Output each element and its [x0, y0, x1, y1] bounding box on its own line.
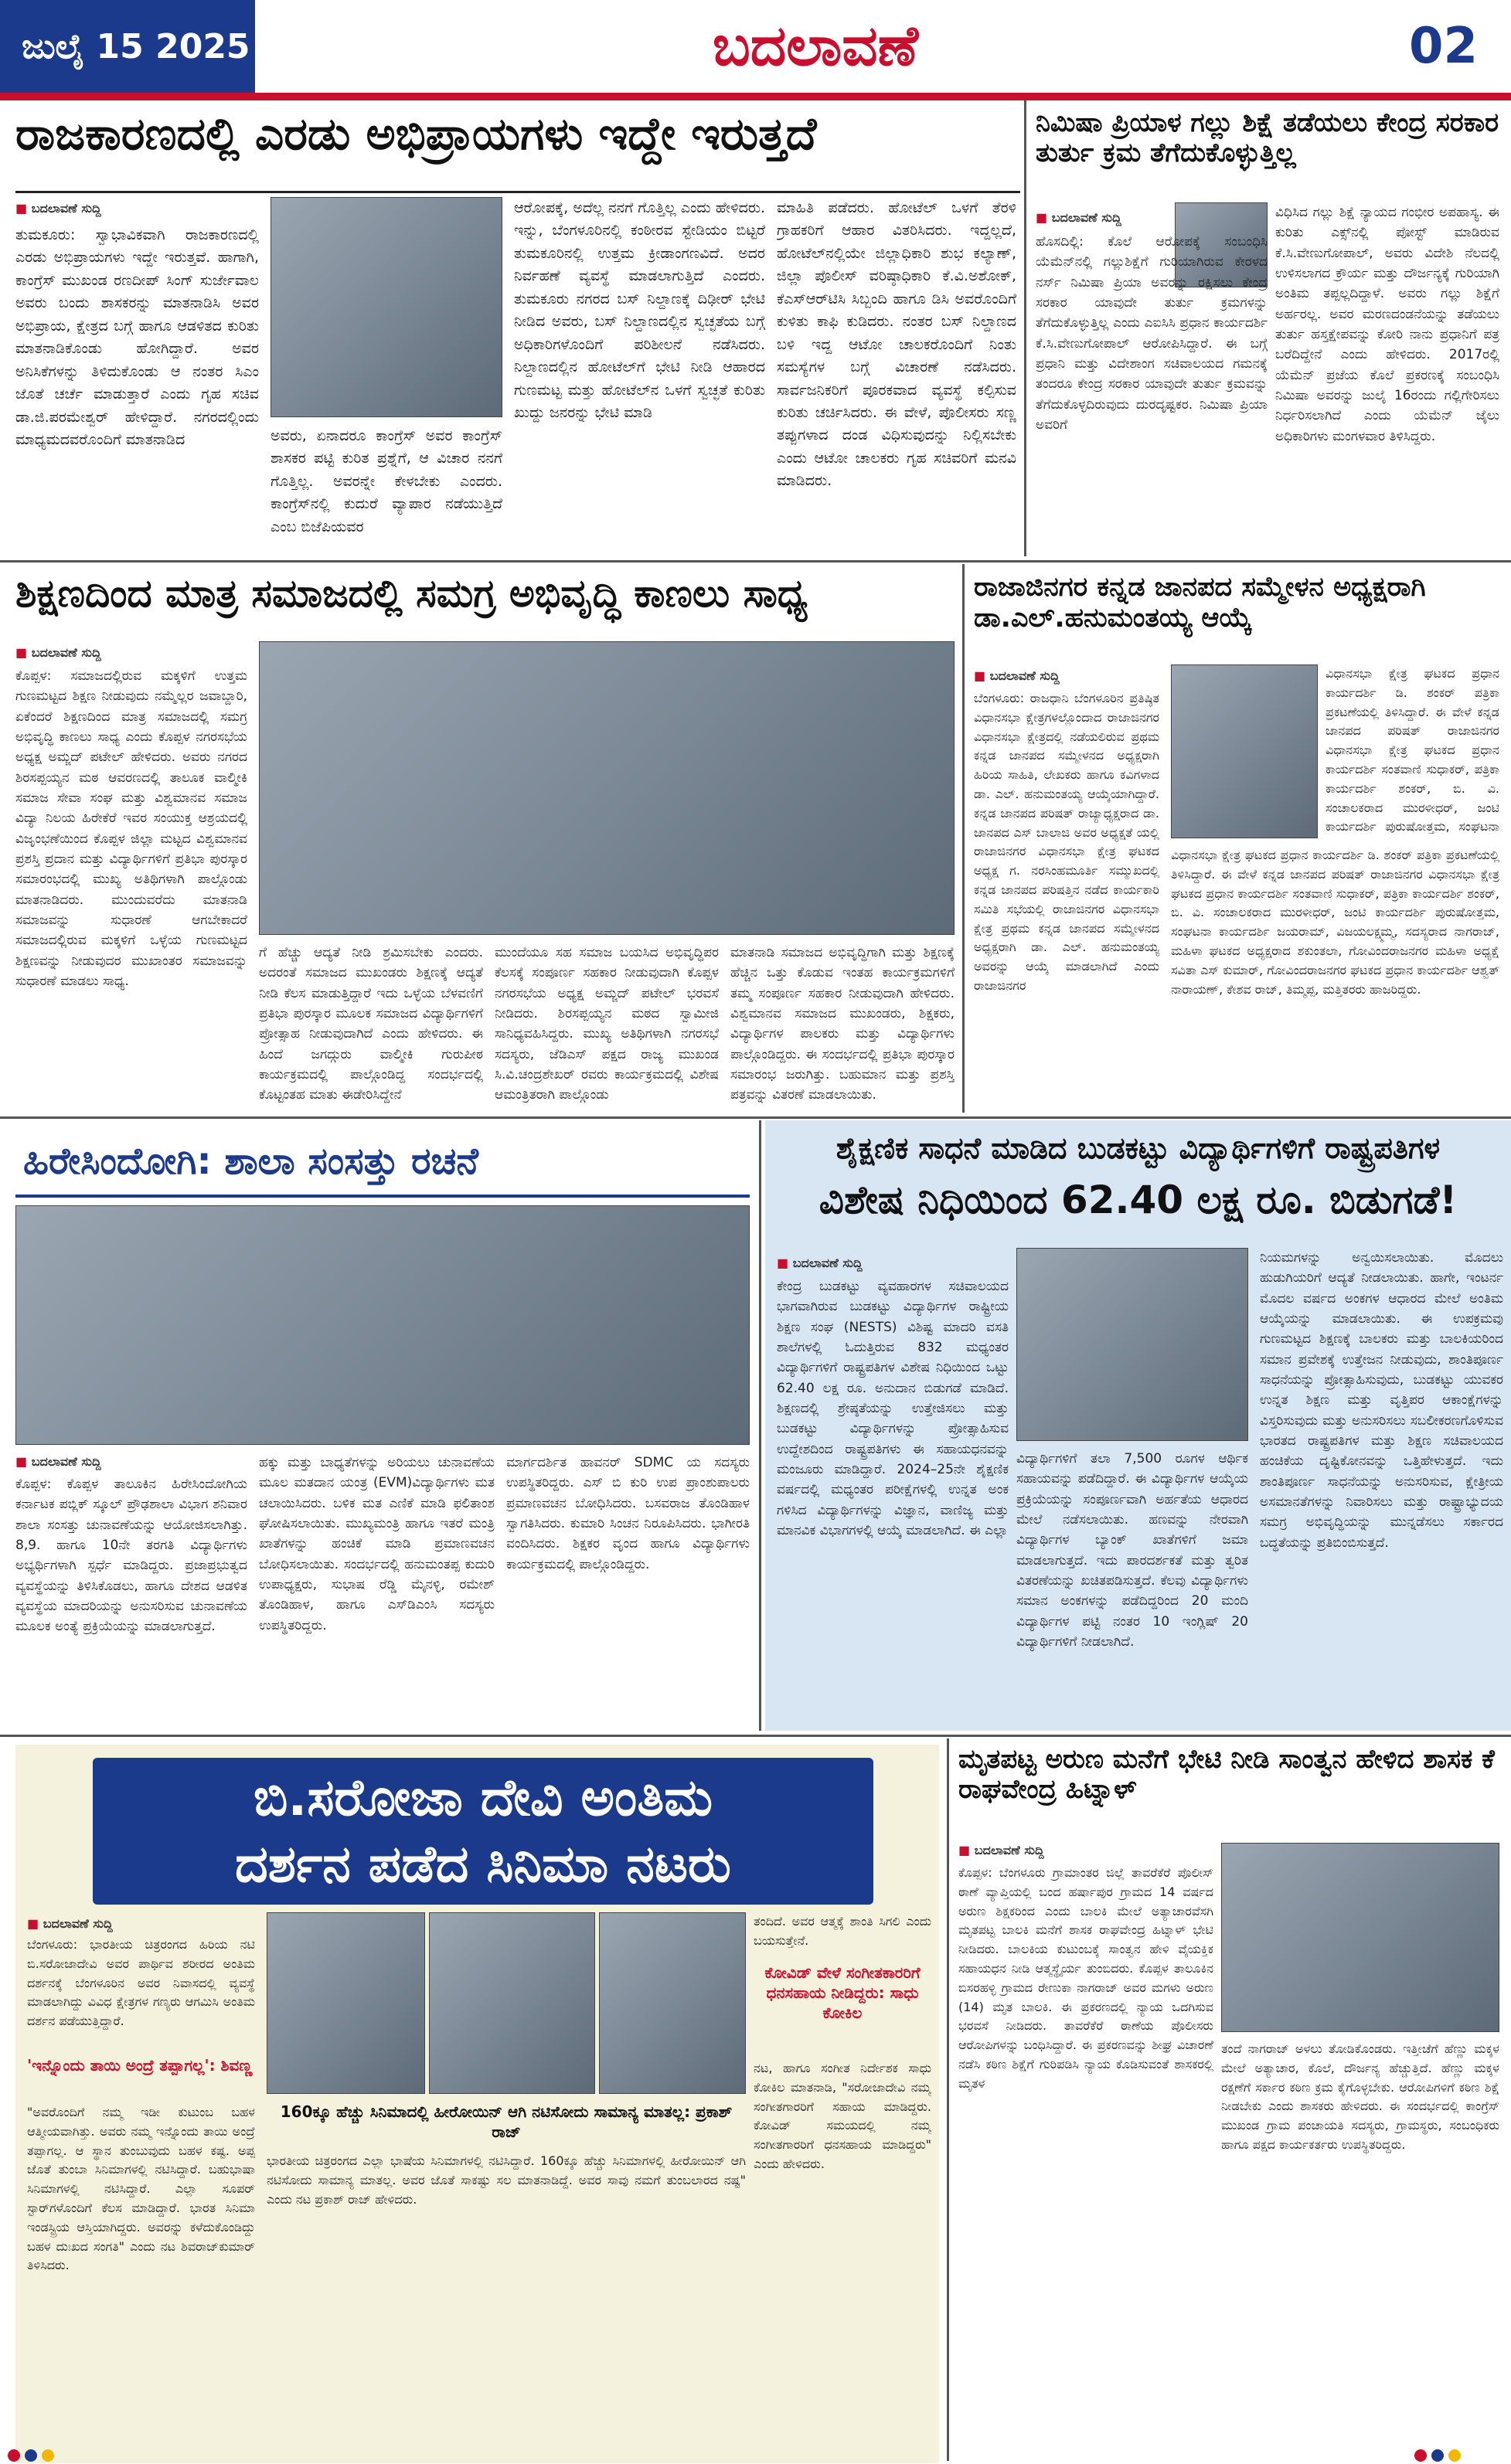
page-number: 02 — [1408, 18, 1479, 75]
article-7-subhead-2: ಕೋವಿಡ್ ವೇಳೆ ಸಂಗೀತಕಾರರಿಗೆ ಧನಸಹಾಯ ನೀಡಿದ್ದರು: ಸಾಧು ಕೋಕಿಲ — [764, 1963, 921, 2022]
article-1-col-4: ಮಾಹಿತಿ ಪಡೆದರು. ಹೋಟೆಲ್ ಒಳಗೆ ತೆರಳಿ ಗ್ರಾಹಕರಿಗೆ ಆಹಾರ ವಿತರಿಸಿದರು. ಇದ್ದಲ್ಲದೆ, ಹೋಟೆಲ್‌ನಲ್ಲಿಯೇ ಜಿಲ್ಲಾಧಿಕಾರಿ ಶುಭ ಕಲ್ಯಾಣ್, ಜಿಲ್ಲಾ ಪೊಲೀಸ್ ವರಿಷ್ಠಾಧಿಕಾರಿ ಕೆ.ವಿ.ಅಶೋಕ್, ಕೆಎಸ್‌ಆರ್‌ಟಿಸಿ ಸಿಬ್ಬಂದಿ ಹಾಗೂ ಡಿಸಿ ಅವರೊಂದಿಗೆ ಕುಳಿತು ಕಾಫಿ ಕುಡಿದರು. ನಂತರ ಬಸ್ ನಿಲ್ದಾಣದ ಬಳಿ ಇದ್ದ ಆಟೋ ಚಾಲಕರೊಂದಿಗೆ ನಿಂತು ಸಮಸ್ಯೆಗಳ ಬಗ್ಗೆ ವಿಚಾರಣೆ ನಡೆಸಿದರು. ಸಾರ್ವಜನಿಕರಿಗೆ ಪೂರಕವಾದ ವ್ಯವಸ್ಥೆ ಕಲ್ಪಿಸುವ ಕುರಿತು ಚರ್ಚಿಸಿದರು. ಈ ವೇಳೆ, ಪೊಲೀಸರು ಸಣ್ಣ ತಪ್ಪುಗಳಾದ ದಂಡ ವಿಧಿಸುವುದನ್ನು ನಿಲ್ಲಿಸಬೇಕು ಎಂದು ಆಟೋ ಚಾಲಕರು ಗೃಹ ಸಚಿವರಿಗೆ ಮನವಿ ಮಾಡಿದರು. — [777, 199, 1016, 490]
article-4-col-1: ಬೆಂಗಳೂರು: ರಾಜಧಾನಿ ಬೆಂಗಳೂರಿನ ಪ್ರತಿಷ್ಠಿತ ವಿಧಾನಸಭಾ ಕ್ಷೇತ್ರಗಳಲ್ಲೊಂದಾದ ರಾಜಾಜಿನಗರ ವಿಧಾನಸಭಾ ಕ್ಷೇತ್ರದಲ್ಲಿ ನಡೆಯಲಿರುವ ಪ್ರಥಮ ಕನ್ನಡ ಜಾನಪದ ಸಮ್ಮೇಳನದ ಅಧ್ಯಕ್ಷರಾಗಿ ಹಿರಿಯ ಸಾಹಿತಿ, ಲೇಖಕರು ಹಾಗೂ ಕವಿಗಳಾದ ಡಾ. ಎಲ್. ಹನುಮಂತಯ್ಯ ಆಯ್ಕೆಯಾಗಿದ್ದಾರೆ. ಕನ್ನಡ ಜಾನಪದ ಪರಿಷತ್ ರಾಜ್ಯಾಧ್ಯಕ್ಷರಾದ ಡಾ. ಜಾನಪದ ಎಸ್ ಬಾಲಾಜಿ ಅವರ ಅಧ್ಯಕ್ಷತೆ ಯಲ್ಲಿ ರಾಜಾಜಿನಗರ ವಿಧಾನಸಭಾ ಕ್ಷೇತ್ರ ಘಟಕದ ಅಧ್ಯಕ್ಷ ಗ. ನರಸಿಂಹಮೂರ್ತಿ ಸಮ್ಮುಖದಲ್ಲಿ ಕನ್ನಡ ಜಾನಪದ ಪರಿಷತ್ತಿನ ನಡೆದ ಕಾರ್ಯಕಾರಿ ಸಮಿತಿ ಸಭೆಯಲ್ಲಿ ರಾಜಾಜಿನಗರ ವಿಧಾನಸಭಾ ಕ್ಷೇತ್ರ ಪ್ರಥಮ ಕನ್ನಡ ಜಾನಪದ ಸಮ್ಮೇಳನದ ಅಧ್ಯಕ್ಷರಾಗಿ ಡಾ. ಎಲ್. ಹನುಮಂತಯ್ಯ ಅವರನ್ನು ಆಯ್ಕೆ ಮಾಡಲಾಗಿದೆ ಎಂದು ರಾಜಾಜಿನಗರ — [974, 691, 1159, 993]
footer-dot — [42, 2449, 54, 2462]
article-5-byline: ■ ಬದಲಾವಣೆ ಸುದ್ದಿ — [15, 1454, 101, 1470]
article-3-col-2: ಗೆ ಹೆಚ್ಚು ಆದ್ಯತೆ ನೀಡಿ ಶ್ರಮಿಸಬೇಕು ಎಂದರು. ಅದರಂತೆ ಸಮಾಜದ ಮುಖಂಡರು ಶಿಕ್ಷಣಕ್ಕೆ ಆದ್ಯತೆ ನೀಡಿ ಕೆಲಸ ಮಾಡುತ್ತಿದ್ದಾರೆ ಇದು ಒಳ್ಳೆಯ ಬೆಳವಣಿಗೆ ಪ್ರತಿಭಾ ಪುರಸ್ಕಾರ ಮೂಲಕ ಸಮಾಜದ ವಿದ್ಯಾರ್ಥಿಗಳಿಗೆ ಪ್ರೋತ್ಸಾಹ ನೀಡುವುದಾಗಿದೆ ಎಂದು ಹೇಳಿದರು. ಈ ಹಿಂದೆ ಜಗದ್ಗುರು ವಾಲ್ಮೀಕಿ ಗುರುಪೀಠ ಕಾರ್ಯಕ್ರಮದಲ್ಲಿ ಪಾಲ್ಗೊಂಡಿದ್ದ ಸಂದರ್ಭದಲ್ಲಿ ಕೊಟ್ಟಂತಹ ಮಾತು ಈಡೇರಿಸಿದ್ದೇನೆ — [259, 945, 483, 1103]
article-5-col-3: ಮಾರ್ಗದರ್ಶಿತ ಹಾವನರ್ SDMC ಯ ಸದಸ್ಯರು ಉಪಸ್ಥಿತರಿದ್ದರು. ಎಸ್ ಬಿ ಕುರಿ ಉಪ ಪ್ರಾಂಶುಪಾಲರು ಪ್ರಮಾಣವಚನ ಬೋಧಿಸಿದರು. ಬಸವರಾಜ ತೊಂಡಿಹಾಳ ಸ್ವಾಗತಿಸಿದರು. ಕುಮಾರಿ ಸಿಂಚನ ನಿರೂಪಿಸಿದರು. ಭಾಗೀರತಿ ವಂದಿಸಿದರು. ಶಿಕ್ಷಕರ ವೃಂದ ಹಾಗೂ ವಿದ್ಯಾರ್ಥಿಗಳು ಕಾರ್ಯಕ್ರಮದಲ್ಲಿ ಪಾಲ್ಗೊಂಡಿದ್ದರು. — [506, 1455, 750, 1572]
article-4-headline: ರಾಜಾಜಿನಗರ ಕನ್ನಡ ಜಾನಪದ ಸಮ್ಮೇಳನ ಅಧ್ಯಕ್ಷರಾಗಿ ಡಾ.ಎಲ್.ಹನುಮಂತಯ್ಯ ಆಯ್ಕೆ — [974, 572, 1426, 634]
article-7-subhead-3: 160ಕ್ಕೂ ಹೆಚ್ಚು ಸಿನಿಮಾದಲ್ಲಿ ಹೀರೋಯಿನ್ ಆಗಿ ನಟಿಸೋದು ಸಾಮಾನ್ಯ ಮಾತಲ್ಲ: ಪ್ರಕಾಶ್ ರಾಜ್ — [280, 2102, 733, 2141]
article-6-headline-line-2: ವಿಶೇಷ ನಿಧಿಯಿಂದ 62.40 ಲಕ್ಷ ರೂ. ಬಿಡುಗಡೆ! — [818, 1178, 1458, 1222]
article-7-banner-line-2: ದರ್ಶನ ಪಡೆದ ಸಿನಿಮಾ ನಟರು — [235, 1834, 731, 1894]
article-4-col-2a: ವಿಧಾನಸಭಾ ಕ್ಷೇತ್ರ ಘಟಕದ ಪ್ರಧಾನ ಕಾರ್ಯದರ್ಶಿ ಡಿ. ಶಂಕರ್ ಪತ್ರಿಕಾ ಪ್ರಕಟಣೆಯಲ್ಲಿ ತಿಳಿಸಿದ್ದಾರೆ. ಈ ವೇಳೆ ಕನ್ನಡ ಜಾನಪದ ಪರಿಷತ್ ರಾಜಾಜಿನಗರ ವಿಧಾನಸಭಾ ಕ್ಷೇತ್ರ ಘಟಕದ ಪ್ರಧಾನ ಕಾರ್ಯದರ್ಶಿ ಸಂತವಾಣಿ ಸುಧಾಕರ್, ಪತ್ರಿಕಾ ಕಾರ್ಯದರ್ಶಿ ಶಂಕರ್, ಬಿ. ವಿ. ಸಂಚಾಲಕರಾದ ಮುರಳೀಧರ್, ಜಂಟಿ ಕಾರ್ಯದರ್ಶಿ ಪುರುಷೋತ್ತಮ, ಸಂಘಟನಾ — [1326, 666, 1499, 834]
section-divider — [0, 1735, 1511, 1737]
article-8-headline: ಮೃತಪಟ್ಟ ಅರುಣ ಮನೆಗೆ ಭೇಟಿ ನೀಡಿ ಸಾಂತ್ವನ ಹೇಳಿದ ಶಾಸಕ ಕೆ ರಾಘವೇಂದ್ರ ಹಿಟ್ನಾಳ್ — [958, 1744, 1495, 1806]
article-8-col-1: ಕೊಪ್ಪಳ: ಬೆಂಗಳೂರು ಗ್ರಾಮಾಂತರ ಜಿಲ್ಲೆ ತಾವರೆಕೆರೆ ಪೊಲೀಸ್ ಠಾಣೆ ವ್ಯಾಪ್ತಿಯಲ್ಲಿ ಬಂದ ಹರ್ಷಾಪುರ ಗ್ರಾಮದ 14 ವರ್ಷದ ಅರುಣ ಶಿಕ್ಷಕರಿಂದ ಎಂದು ಬಾಲಕಿ ಮೇಲೆ ಅತ್ಯಾಚಾರವೆಸಗಿ ಮೃತಪಟ್ಟ ಬಾಲಕಿ ಮನೆಗೆ ಶಾಸಕ ರಾಘವೇಂದ್ರ ಹಿಟ್ನಾಳ್ ಭೇಟಿ ನೀಡಿದರು. ಬಾಲಕಿಯ ಕುಟುಂಬಕ್ಕೆ ಸಾಂತ್ವನ ಹೇಳಿ ವೈಯಕ್ತಿಕ ಸಹಾಯಧನ ನೀಡಿ ಆತ್ಮಸ್ಥೈರ್ಯ ತುಂಬಿದರು. ಕೊಪ್ಪಳ ತಾಲೂಕಿನ ಬಿಸರಹಳ್ಳಿ ಗ್ರಾಮದ ರೇಣುಕಾ ನಾಗರಾಜ್ ಅವರ ಮಗಳು ಅರುಣ (14) ಮೃತ ಬಾಲಕಿ. ಈ ಪ್ರಕರಣದಲ್ಲಿ ನ್ಯಾಯ ಒದಗಿಸುವ ಭರವಸೆ ನೀಡಿದರು. ತಾವರೆಕೆರೆ ಠಾಣೆಯ ಪೊಲೀಸರು ಆರೋಪಿಗಳನ್ನು ಬಂಧಿಸಿದ್ದಾರೆ. ಈ ಪ್ರಕರಣವನ್ನು ಶೀಘ್ರ ವಿಚಾರಣೆ ನಡೆಸಿ ಕಠಿಣ ಶಿಕ್ಷೆಗೆ ಗುರಿಪಡಿಸಿ ನ್ಯಾಯ ಕೊಡಿಸುವಂತೆ ಶಾಸಕರಲ್ಲಿ ಮೃತಳ — [958, 1865, 1213, 2091]
footer-dots-left — [8, 2449, 59, 2464]
paper-name: ಬದಲಾವಣೆ — [713, 13, 918, 78]
article-2-byline: ■ ಬದಲಾವಣೆ ಸುದ್ದಿ — [1036, 210, 1121, 226]
article-1-col-1: ತುಮಕೂರು: ಸ್ವಾಭಾವಿಕವಾಗಿ ರಾಜಕಾರಣದಲ್ಲಿ ಎರಡು ಅಭಿಪ್ರಾಯಗಳು ಇದ್ದೇ ಇರುತ್ತವೆ. ಹಾಗಾಗಿ, ಕಾಂಗ್ರೆಸ್ ಮುಖಂಡ ರಣದೀಪ್ ಸಿಂಗ್ ಸುರ್ಜೇವಾಲ ಅವರು ಬಂದು ಶಾಸಕರನ್ನು ಮಾತನಾಡಿಸಿ ಅವರ ಅಭಿಪ್ರಾಯ, ಕ್ಷೇತ್ರದ ಬಗ್ಗೆ ಹಾಗೂ ಆಡಳಿತದ ಕುರಿತು ಮಾತನಾಡಿಕೊಂಡು ಹೋಗಿದ್ದಾರೆ. ಅವರ ಅನಿಸಿಕೆಗಳನ್ನು ತಿಳಿದುಕೊಂಡು ಆ ನಂತರ ಸಿಎಂ ಜೊತೆ ಚರ್ಚೆ ಮಾಡುತ್ತಾರೆ ಎಂದು ಗೃಹ ಸಚಿವ ಡಾ.ಜಿ.ಪರಮೇಶ್ವರ್ ಹೇಳಿದ್ದಾರೆ. ನಗರದಲ್ಲಿಂದು ಮಾಧ್ಯಮದವರೊಂದಿಗೆ ಮಾತನಾಡಿದ — [15, 226, 259, 448]
article-6-photo — [1016, 1248, 1248, 1441]
article-3-headline: ಶಿಕ್ಷಣದಿಂದ ಮಾತ್ರ ಸಮಾಜದಲ್ಲಿ ಸಮಗ್ರ ಅಭಿವೃದ್ಧಿ ಕಾಣಲು ಸಾಧ್ಯ — [15, 571, 808, 616]
footer-dots-right — [1414, 2449, 1465, 2464]
article-7-col-2: ತಂದಿದೆ. ಅವರ ಆತ್ಮಕ್ಕೆ ಶಾಂತಿ ಸಿಗಲಿ ಎಂದು ಬಯಸುತ್ತೇನೆ. — [754, 1914, 931, 1948]
column-divider — [962, 564, 965, 1113]
article-3-col-1: ಕೊಪ್ಪಳ: ಸಮಾಜದಲ್ಲಿರುವ ಮಕ್ಕಳಿಗೆ ಉತ್ತಮ ಗುಣಮಟ್ಟದ ಶಿಕ್ಷಣ ನೀಡುವುದು ನಮ್ಮೆಲ್ಲರ ಜವಾಬ್ದಾರಿ, ಏಕೆಂದರೆ ಶಿಕ್ಷಣದಿಂದ ಮಾತ್ರ ಸಮಾಜದಲ್ಲಿ ಸಮಗ್ರ ಅಭಿವೃದ್ಧಿ ಕಾಣಲು ಸಾಧ್ಯ ಎಂದು ಕೊಪ್ಪಳ ನಗರಸಭೆಯ ಅಧ್ಯಕ್ಷ ಅಮ್ಜದ್ ಪಟೇಲ್ ಹೇಳಿದರು. ಅವರು ನಗರದ ಶಿರಸಪ್ಪಯ್ಯನ ಮಠ ಆವರಣದಲ್ಲಿ ತಾಲೂಕ ವಾಲ್ಮೀಕಿ ಸಮಾಜ ಸೇವಾ ಸಂಘ ಮತ್ತು ವಿಶ್ವಮಾನವ ಸಮಾಜ ವಿದ್ಯಾ ನಿಲಯ ಹಿರೇಕೆರೆ ಇವರ ಸಂಯುಕ್ತ ಆಶ್ರಯದಲ್ಲಿ ವಿಜೃಂಭಣೆಯಿಂದ ಕೊಪ್ಪಳ ಜಿಲ್ಲಾ ಮಟ್ಟದ ವಿಶ್ವಮಾನವ ಪ್ರಶಸ್ತಿ ಪ್ರದಾನ ಮತ್ತು ವಿದ್ಯಾರ್ಥಿಗಳಿಗೆ ಪ್ರತಿಭಾ ಪುರಸ್ಕಾರ ಸಮಾರಂಭದಲ್ಲಿ ಮುಖ್ಯ ಅತಿಥಿಗಳಾಗಿ ಪಾಲ್ಗೊಂಡು ಮಾತನಾಡಿದರು. ಮುಂದುವರೆದು ಮಾತನಾಡಿ ಸಮಾಜವನ್ನು ಸುಧಾರಣೆ ಆಗಬೇಕಾದರೆ ಸಮಾಜದಲ್ಲಿರುವ ಮಕ್ಕಳಿಗೆ ಒಳ್ಳೆಯ ಗುಣಮಟ್ಟದ ಶಿಕ್ಷಣವನ್ನು ನೀಡುವುದರ ಮುಖಾಂತರ ಸಮಾಜವನ್ನು ಸುಧಾರಣೆ ಮಾಡಲು ಸಾಧ್ಯ. — [15, 668, 247, 990]
article-1-photo — [271, 197, 502, 417]
article-3-byline: ■ ಬದಲಾವಣೆ ಸುದ್ದಿ — [15, 645, 101, 661]
footer-dot — [1448, 2449, 1461, 2462]
header-rule — [0, 93, 1511, 100]
footer-dot — [25, 2449, 37, 2462]
article-8-byline: ■ ಬದಲಾವಣೆ ಸುದ್ದಿ — [958, 1843, 1044, 1858]
article-6-col-2: ವಿದ್ಯಾರ್ಥಿಗಳಿಗೆ ತಲಾ 7,500 ರೂಗಳ ಆರ್ಥಿಕ ಸಹಾಯವನ್ನು ಪಡೆದಿದ್ದಾರೆ. ಈ ವಿದ್ಯಾರ್ಥಿಗಳ ಆಯ್ಕೆಯ ಪ್ರಕ್ರಿಯೆಯನ್ನು ಸಂಪೂರ್ಣವಾಗಿ ಅರ್ಹತೆಯ ಆಧಾರದ ಮೇಲೆ ನಡೆಸಲಾಯಿತು. ಹಣವನ್ನು ನೇರವಾಗಿ ವಿದ್ಯಾರ್ಥಿಗಳ ಬ್ಯಾಂಕ್ ಖಾತೆಗಳಿಗೆ ಜಮಾ ಮಾಡಲಾಗುತ್ತದೆ. ಇದು ಪಾರದರ್ಶಕತೆ ಮತ್ತು ತ್ವರಿತ ವಿತರಣೆಯನ್ನು ಖಚಿತಪಡಿಸುತ್ತದೆ. ಕೆಲವು ವಿದ್ಯಾರ್ಥಿಗಳು ಸಮಾನ ಅಂಕಗಳನ್ನು ಪಡೆದಿದ್ದರಿಂದ 20 ಮಂದಿ ವಿದ್ಯಾರ್ಥಿಗಳ ಪಟ್ಟಿ ನಂತರ 10 ಇಂಗ್ಲಿಷ್ 20 ವಿದ್ಯಾರ್ಥಿಗಳಿಗೆ ನೀಡಲಾಗಿದೆ. — [1016, 1451, 1248, 1650]
article-5-headline: ಹಿರೇಸಿಂದೋಗಿ: ಶಾಲಾ ಸಂಸತ್ತು ರಚನೆ — [15, 1128, 750, 1198]
article-6-col-1: ಕೇಂದ್ರ ಬುಡಕಟ್ಟು ವ್ಯವಹಾರಗಳ ಸಚಿವಾಲಯದ ಭಾಗವಾಗಿರುವ ಬುಡಕಟ್ಟು ವಿದ್ಯಾರ್ಥಿಗಳ ರಾಷ್ಟ್ರೀಯ ಶಿಕ್ಷಣ ಸಂಘ (NESTS) ವಿಶಿಷ್ಟ ಮಾದರಿ ವಸತಿ ಶಾಲೆಗಳಲ್ಲಿ ಓದುತ್ತಿರುವ 832 ಮಧ್ಯಂತರ ವಿದ್ಯಾರ್ಥಿಗಳಿಗೆ ರಾಷ್ಟ್ರಪತಿಗಳ ವಿಶೇಷ ನಿಧಿಯಿಂದ ಒಟ್ಟು 62.40 ಲಕ್ಷ ರೂ. ಅನುದಾನ ಬಿಡುಗಡೆ ಮಾಡಿದೆ. ಶಿಕ್ಷಣದಲ್ಲಿ ಶ್ರೇಷ್ಠತೆಯನ್ನು ಉತ್ತೇಜಿಸಲು ಮತ್ತು ಬುಡಕಟ್ಟು ವಿದ್ಯಾರ್ಥಿಗಳನ್ನು ಪ್ರೋತ್ಸಾಹಿಸುವ ಉದ್ದೇಶದಿಂದ ರಾಷ್ಟ್ರಪತಿಗಳು ಈ ಸಹಾಯಧನವನ್ನು ಮಂಜೂರು ಮಾಡಿದ್ದಾರೆ. 2024–25ನೇ ಶೈಕ್ಷಣಿಕ ವರ್ಷದಲ್ಲಿ ಮಧ್ಯಂತರ ಪರೀಕ್ಷೆಗಳಲ್ಲಿ ಉನ್ನತ ಅಂಕ ಗಳಿಸಿದ ವಿದ್ಯಾರ್ಥಿಗಳನ್ನು ವಿಜ್ಞಾನ, ವಾಣಿಜ್ಯ ಮತ್ತು ಮಾನವಿಕ ವಿಭಾಗಗಳಲ್ಲಿ ಆಯ್ಕೆ ಮಾಡಲಾಗಿದೆ. ಈ ಎಲ್ಲಾ — [777, 1279, 1009, 1539]
article-1-col-3: ಆರೋಪಕ್ಕೆ, ಅದೆಲ್ಲ ನನಗೆ ಗೊತ್ತಿಲ್ಲ ಎಂದು ಹೇಳಿದರು. ಇನ್ನು, ಬೆಂಗಳೂರಿನಲ್ಲಿ ಕಂಠೀರವ ಸ್ಟೇಡಿಯಂ ಬಿಟ್ಟರೆ ತುಮಕೂರಿನಲ್ಲಿ ಉತ್ತಮ ಕ್ರೀಡಾಂಗಣವಿದೆ. ಅದರ ನಿರ್ವಹಣೆ ವ್ಯವಸ್ಥೆ ಮಾಡಲಾಗುತ್ತಿದೆ ಎಂದರು. ತುಮಕೂರು ನಗರದ ಬಸ್ ನಿಲ್ದಾಣಕ್ಕೆ ದಿಢೀರ್ ಭೇಟಿ ನೀಡಿದ ಅವರು, ಬಸ್ ನಿಲ್ದಾಣದಲ್ಲಿನ ಸ್ವಚ್ಛತೆಯ ಬಗ್ಗೆ ಅಧಿಕಾರಿಗಳೊಂದಿಗೆ ಪರಿಶೀಲನೆ ನಡೆಸಿದರು. ನಿಲ್ದಾಣದಲ್ಲಿನ ಹೋಟೆಲ್‌ಗೆ ಭೇಟಿ ನೀಡಿ ಆಹಾರದ ಗುಣಮಟ್ಟ ಮತ್ತು ಹೋಟೆಲ್‌ನ ಒಳಗೆ ಸ್ವಚ್ಛತೆ ಕುರಿತು ಖುದ್ದು ಜನರನ್ನು ಭೇಟಿ ಮಾಡಿ — [514, 199, 765, 421]
article-8-photo — [1221, 1843, 1499, 2032]
column-divider — [947, 1738, 949, 2461]
footer-dot — [1414, 2449, 1427, 2462]
article-2-col-2: ವಿಧಿಸಿದ ಗಲ್ಲು ಶಿಕ್ಷೆ ನ್ಯಾಯದ ಗಂಭೀರ ಅಪಹಾಸ್ಯ. ಈ ಕುರಿತು ಎಕ್ಸ್‌ನಲ್ಲಿ ಪೋಸ್ಟ್ ಮಾಡಿರುವ ಕೆ.ಸಿ.ವೇಣುಗೋಪಾಲ್, ಅವರು ವಿದೇಶಿ ನೆಲದಲ್ಲಿ ಉಳಿಸಲಾಗದ ಕ್ರೌರ್ಯ ಮತ್ತು ದೌರ್ಜನ್ಯಕ್ಕೆ ಗುರಿಯಾಗಿ ಅಂತಿಮ ತಪ್ಪಲ್ಲದಿದ್ದಾಳೆ. ಅವರು ಗಲ್ಲು ಶಿಕ್ಷೆಗೆ ಅರ್ಹರಲ್ಲ. ಅವರ ಮರಣದಂಡನೆಯನ್ನು ತಡೆಯಲು ತುರ್ತು ಹಸ್ತಕ್ಷೇಪವನ್ನು ಕೋರಿ ನಾನು ಪ್ರಧಾನಿಗೆ ಪತ್ರ ಬರೆದಿದ್ದೇನೆ ಎಂದು ಹೇಳಿದರು. 2017ರಲ್ಲಿ ಯೆಮೆನ್ ಪ್ರಜೆಯ ಕೊಲೆ ಪ್ರಕರಣಕ್ಕೆ ಸಂಬಂಧಿಸಿ ನಿಮಿಷಾ ಅವರನ್ನು ಜುಲೈ 16ರಂದು ಗಲ್ಲಿಗೇರಿಸಲು ನಿರ್ಧರಿಸಲಾಗಿದೆ ಎಂದು ಯೆಮೆನ್ ಜೈಲು ಅಧಿಕಾರಿಗಳು ಮಂಗಳವಾರ ತಿಳಿಸಿದ್ದರು. — [1275, 205, 1499, 444]
article-3-col-3: ಮುಂದೆಯೂ ಸಹ ಸಮಾಜ ಬಯಸಿದ ಅಭಿವೃದ್ಧಿಪರ ಕೆಲಸಕ್ಕೆ ಸಂಪೂರ್ಣ ಸಹಕಾರ ನೀಡುವುದಾಗಿ ಕೊಪ್ಪಳ ನಗರಸಭೆಯ ಅಧ್ಯಕ್ಷ ಅಮ್ಜದ್ ಪಟೇಲ್ ಭರವಸೆ ನೀಡಿದರು. ಶಿರಸಪ್ಪಯ್ಯನ ಮಠದ ಸ್ವಾಮೀಜಿ ಸಾನಿಧ್ಯವಹಿಸಿದ್ದರು. ಮುಖ್ಯ ಅತಿಥಿಗಳಾಗಿ ನಗರಸಭೆ ಸದಸ್ಯರು, ಜೆಡಿಎಸ್ ಪಕ್ಷದ ರಾಜ್ಯ ಮುಖಂಡ ಸಿ.ವಿ.ಚಂದ್ರಶೇಖರ್ ರವರು ಕಾರ್ಯಕ್ರಮದಲ್ಲಿ ವಿಶೇಷ ಆಮಂತ್ರಿತರಾಗಿ ಪಾಲ್ಗೊಂಡು — [495, 945, 719, 1103]
article-1-headline: ರಾಜಕಾರಣದಲ್ಲಿ ಎರಡು ಅಭಿಪ್ರಾಯಗಳು ಇದ್ದೇ ಇರುತ್ತದೆ — [15, 108, 1020, 193]
section-divider — [0, 560, 1511, 562]
issue-date: ಜುಲೈ 15 2025 — [0, 0, 255, 93]
column-divider — [1024, 100, 1026, 556]
article-7-subhead-1: 'ಇನ್ನೊಂದು ತಾಯಿ ಅಂದ್ರೆ ತಪ್ಪಾಗಲ್ಲ': ಶಿವಣ್ಣ — [27, 2056, 253, 2075]
article-3-photo — [259, 641, 955, 935]
column-divider — [759, 1120, 761, 1731]
section-divider — [0, 1116, 1511, 1119]
footer-dot — [8, 2449, 20, 2462]
article-2-col-1: ಹೊಸದಿಲ್ಲಿ: ಕೊಲೆ ಆರೋಪಕ್ಕೆ ಸಂಬಂಧಿಸಿ ಯೆಮೆನ್‌ನಲ್ಲಿ ಗಲ್ಲುಶಿಕ್ಷೆಗೆ ಗುರಿಯಾಗಿರುವ ಕೇರಳದ ನರ್ಸ್ ನಿಮಿಷಾ ಪ್ರಿಯಾ ಅವರನ್ನು ರಕ್ಷಿಸಲು ಕೇಂದ್ರ ಸರಕಾರ ಯಾವುದೇ ತುರ್ತು ಕ್ರಮಗಳನ್ನು ತೆಗೆದುಕೊಳ್ಳುತ್ತಿಲ್ಲ ಎಂದು ಎಐಸಿಸಿ ಪ್ರಧಾನ ಕಾರ್ಯದರ್ಶಿ ಕೆ.ಸಿ.ವೇಣುಗೋಪಾಲ್ ಆರೋಪಿಸಿದ್ದಾರೆ. ಈ ಬಗ್ಗೆ ಪ್ರಧಾನಿ ಮತ್ತು ವಿದೇಶಾಂಗ ಸಚಿವಾಲಯದ ಗಮನಕ್ಕೆ ತಂದರೂ ಕೇಂದ್ರ ಸರಕಾರ ಯಾವುದೇ ತುರ್ತು ಕ್ರಮವನ್ನು ತೆಗೆದುಕೊಳ್ಳದಿರುವುದು ದುರದೃಷ್ಟಕರ. ನಿಮಿಷಾ ಪ್ರಿಯಾ ಅವರಿಗೆ — [1036, 234, 1268, 433]
article-1-col-2: ಅವರು, ಏನಾದರೂ ಕಾಂಗ್ರೆಸ್ ಅವರ ಕಾಂಗ್ರೆಸ್ ಶಾಸಕರ ಪಟ್ಟಿ ಕುರಿತ ಪ್ರಶ್ನೆಗೆ, ಆ ವಿಚಾರ ನನಗೆ ಗೊತ್ತಿಲ್ಲ. ಅವರನ್ನೇ ಕೇಳಬೇಕು ಎಂದರು. ಕಾಂಗ್ರೆಸ್‌ನಲ್ಲಿ ಕುದುರೆ ವ್ಯಾಪಾರ ನಡೆಯುತ್ತಿದೆ ಎಂಬ ಬಿಜೆಪಿಯವರ — [271, 427, 502, 535]
article-6-byline: ■ ಬದಲಾವಣೆ ಸುದ್ದಿ — [777, 1256, 863, 1271]
article-7-banner-line-1: ಬಿ.ಸರೋಜಾ ದೇವಿ ಅಂತಿಮ — [253, 1768, 713, 1828]
article-7-col-1: ಬೆಂಗಳೂರು: ಭಾರತೀಯ ಚಿತ್ರರಂಗದ ಹಿರಿಯ ನಟಿ ಬಿ.ಸರೋಜಾದೇವಿ ಅವರ ಪಾರ್ಥಿವ ಶರೀರದ ಅಂತಿಮ ದರ್ಶನಕ್ಕೆ ಬೆಂಗಳೂರಿನ ಅವರ ನಿವಾಸದಲ್ಲಿ ವ್ಯವಸ್ಥೆ ಮಾಡಲಾಗಿದ್ದು ವಿವಿಧ ಕ್ಷೇತ್ರಗಳ ಗಣ್ಯರು ಆಗಮಿಸಿ ಅಂತಿಮ ದರ್ಶನ ಪಡೆಯುತ್ತಿದ್ದಾರೆ. — [27, 1937, 255, 2029]
footer-dot — [1431, 2449, 1444, 2462]
article-4-portrait — [1171, 664, 1318, 838]
article-5-col-2: ಹಕ್ಕು ಮತ್ತು ಬಾಧ್ಯತೆಗಳನ್ನು ಅರಿಯಲು ಚುನಾವಣೆಯ ಮೂಲ ಮತದಾನ ಯಂತ್ರ (EVM)ವಿದ್ಯಾರ್ಥಿಗಳು ಮತ ಚಲಾಯಿಸಿದರು. ಬಳಿಕ ಮತ ಎಣಿಕೆ ಮಾಡಿ ಫಲಿತಾಂಶ ಘೋಷಿಸಲಾಯಿತು. ಮುಖ್ಯಮಂತ್ರಿ ಹಾಗೂ ಇತರೆ ಮಂತ್ರಿ ಖಾತೆಗಳನ್ನು ಹಂಚಿಕೆ ಮಾಡಿ ಪ್ರಮಾಣವಚನ ಬೋಧಿಸಲಾಯಿತು. ಸಂದರ್ಭದಲ್ಲಿ ಹನುಮಂತಪ್ಪ ಕುದುರಿ ಉಪಾಧ್ಯಕ್ಷರು, ಸುಭಾಷ ರೆಡ್ಡಿ ಮೈನಳ್ಳಿ, ರಮೇಶ್ ತೊಂಡಿಹಾಳ, ಹಾಗೂ ಎಸ್‌ಡಿಎಂಸಿ ಸದಸ್ಯರು ಉಪಸ್ಥಿತರಿದ್ದರು. — [259, 1455, 495, 1633]
article-2-headline: ನಿಮಿಷಾ ಪ್ರಿಯಾಳ ಗಲ್ಲು ಶಿಕ್ಷೆ ತಡೆಯಲು ಕೇಂದ್ರ ಸರಕಾರ ತುರ್ತು ಕ್ರಮ ತೆಗೆದುಕೊಳ್ಳುತ್ತಿಲ್ಲ — [1036, 107, 1499, 169]
article-7-photo-1 — [267, 1912, 425, 2094]
article-7-photo-2 — [429, 1912, 595, 2094]
article-7-photo-3 — [599, 1912, 746, 2094]
article-3-col-4: ಮಾತನಾಡಿ ಸಮಾಜದ ಅಭಿವೃದ್ಧಿಗಾಗಿ ಮತ್ತು ಶಿಕ್ಷಣಕ್ಕೆ ಹೆಚ್ಚಿನ ಒತ್ತು ಕೊಡುವ ಇಂತಹ ಕಾರ್ಯಕ್ರಮಗಳಿಗೆ ತಮ್ಮ ಸಂಪೂರ್ಣ ಸಹಕಾರ ನೀಡುವುದಾಗಿ ಹೇಳಿದರು. ವಿಶ್ವಮಾನವ ಸಮಾಜದ ಮುಖಂಡರು, ಶಿಕ್ಷಕರು, ವಿದ್ಯಾರ್ಥಿಗಳ ಪಾಲಕರು ಮತ್ತು ವಿದ್ಯಾರ್ಥಿಗಳು ಪಾಲ್ಗೊಂಡಿದ್ದರು. ಈ ಸಂದರ್ಭದಲ್ಲಿ ಪ್ರತಿಭಾ ಪುರಸ್ಕಾರ ಸಮಾರಂಭ ಜರುಗಿತ್ತು. ಬಹುಮಾನ ಮತ್ತು ಪ್ರಶಸ್ತಿ ಪತ್ರವನ್ನು ವಿತರಣೆ ಮಾಡಲಾಯಿತು. — [730, 945, 955, 1103]
article-7-col-1b: "ಅವರೊಂದಿಗೆ ನಮ್ಮ ಇಡೀ ಕುಟುಂಬ ಬಹಳ ಆತ್ಮೀಯವಾಗಿತ್ತು. ಅವರು ನಮ್ಮ ಇನ್ನೊಂದು ತಾಯಿ ಅಂದ್ರೆ ತಪ್ಪಾಗಲ್ಲ. ಆ ಸ್ಥಾನ ತುಂಬುವುದು ಬಹಳ ಕಷ್ಟ. ಅಪ್ಪ ಜೊತೆ ತುಂಬಾ ಸಿನಿಮಾಗಳಲ್ಲಿ ನಟಿಸಿದ್ದಾರೆ. ಬಹುಭಾಷಾ ಸಿನಿಮಾಗಳಲ್ಲಿ ನಟಿಸಿದ್ದಾರೆ. ಎಲ್ಲಾ ಸೂಪರ್ ಸ್ಟಾರ್‌ಗಳೊಂದಿಗೆ ಕೆಲಸ ಮಾಡಿದ್ದಾರೆ. ಭಾರತ ಸಿನಿಮಾ ಇಂಡಸ್ಟ್ರಿಯ ಆಸ್ತಿಯಾಗಿದ್ದರು. ಅವರನ್ನು ಕಳೆದುಕೊಂಡಿದ್ದು ಬಹಳ ದುಃಖದ ಸಂಗತಿ" ಎಂದು ನಟ ಶಿವರಾಜ್‌ಕುಮಾರ್ ತಿಳಿಸಿದರು. — [27, 2105, 255, 2273]
article-4-byline: ■ ಬದಲಾವಣೆ ಸುದ್ದಿ — [974, 668, 1060, 684]
article-6-col-3: ನಿಯಮಗಳನ್ನು ಅನ್ವಯಿಸಲಾಯಿತು. ಮೊದಲು ಹುಡುಗಿಯರಿಗೆ ಆದ್ಯತೆ ನೀಡಲಾಯಿತು. ಹಾಗೇ, ಇಂಟರ್ನ ಮೊದಲ ವರ್ಷದ ಅಂಕಗಳ ಆಧಾರದ ಮೇಲೆ ಅಂತಿಮ ಆಯ್ಕೆಯನ್ನು ಮಾಡಲಾಯಿತು. ಈ ಉಪಕ್ರಮವು ಗುಣಮಟ್ಟದ ಶಿಕ್ಷಣಕ್ಕೆ ಬಾಲಕರು ಮತ್ತು ಬಾಲಕಿಯರಿಂದ ಸಮಾನ ಪ್ರವೇಶಕ್ಕೆ ಉತ್ತೇಜನ ನೀಡುವುದು, ಶಾಂತಿಪೂರ್ಣ ಸಾಧನೆಯನ್ನು ಪ್ರೋತ್ಸಾಹಿಸುವುದು, ಬುಡಕಟ್ಟು ಯುವಕರ ಉನ್ನತ ಶಿಕ್ಷಣ ಮತ್ತು ವೃತ್ತಿಪರ ಆಕಾಂಕ್ಷೆಗಳನ್ನು ವಿಸ್ತರಿಸುವುದು ಮತ್ತು ಅನುಸರಿಸಲು ಸಬಲೀಕರಣಗೊಳಿಸುವ ಭಾರತದ ರಾಷ್ಟ್ರಪತಿಗಳ ಮತ್ತು ಶಿಕ್ಷಣ ಸಚಿವಾಲಯದ ಹಂಚಿಕೆಯ ದೃಷ್ಟಿಕೋನವನ್ನು ಒತ್ತಿಹೇಳುತ್ತದೆ. ಇದು ಶಾಂತಿಪೂರ್ಣ ಸಾಧನೆಯನ್ನು ಅನುಸರಿಸುವ, ಕ್ಷೇತ್ರೀಯ ಅಸಮಾನತೆಗಳನ್ನು ನಿವಾರಿಸಲು ಮತ್ತು ರಾಷ್ಟ್ರಾಭ್ಯುದಯ ಸಮಗ್ರ ಅಭಿವೃದ್ಧಿಯನ್ನು ಮುನ್ನಡೆಸಲು ಸರ್ಕಾರದ ಬದ್ಧತೆಯನ್ನು ಪ್ರತಿಬಿಂಬಿಸುತ್ತದೆ. — [1260, 1250, 1503, 1551]
article-7-byline: ■ ಬದಲಾವಣೆ ಸುದ್ದಿ — [27, 1916, 113, 1932]
article-8-col-2: ತಂದೆ ನಾಗರಾಜ್ ಅಳಲು ತೋಡಿಕೊಂಡರು. ಇತ್ತೀಚೆಗೆ ಹೆಣ್ಣು ಮಕ್ಕಳ ಮೇಲೆ ಅತ್ಯಾಚಾರ, ಕೊಲೆ, ದೌರ್ಜನ್ಯ ಹೆಚ್ಚುತ್ತಿದೆ. ಹೆಣ್ಣು ಮಕ್ಕಳ ರಕ್ಷಣೆಗೆ ಸರ್ಕಾರ ಕಠಿಣ ಕ್ರಮ ಕೈಗೊಳ್ಳಬೇಕು. ಆರೋಪಿಗಳಿಗೆ ಕಠಿಣ ಶಿಕ್ಷೆ ನೀಡಬೇಕು ಎಂದು ಶಾಸಕರು ಹೇಳಿದರು. ಈ ಸಂದರ್ಭದಲ್ಲಿ ಕಾಂಗ್ರೆಸ್ ಮುಖಂಡ ಗ್ರಾಮ ಪಂಚಾಯತಿ ಸದಸ್ಯರು, ಗ್ರಾಮಸ್ಥರು, ಸಂಬಂಧಿಕರು ಹಾಗೂ ಪಕ್ಷದ ಕಾರ್ಯಕರ್ತರು ಉಪಸ್ಥಿತರಿದ್ದರು. — [1221, 2041, 1499, 2152]
article-5-photo — [15, 1205, 750, 1445]
article-4-col-2b: ವಿಧಾನಸಭಾ ಕ್ಷೇತ್ರ ಘಟಕದ ಪ್ರಧಾನ ಕಾರ್ಯದರ್ಶಿ ಡಿ. ಶಂಕರ್ ಪತ್ರಿಕಾ ಪ್ರಕಟಣೆಯಲ್ಲಿ ತಿಳಿಸಿದ್ದಾರೆ. ಈ ವೇಳೆ ಕನ್ನಡ ಜಾನಪದ ಪರಿಷತ್ ರಾಜಾಜಿನಗರ ವಿಧಾನಸಭಾ ಕ್ಷೇತ್ರ ಘಟಕದ ಪ್ರಧಾನ ಕಾರ್ಯದರ್ಶಿ ಸಂತವಾಣಿ ಸುಧಾಕರ್, ಪತ್ರಿಕಾ ಕಾರ್ಯದರ್ಶಿ ಶಂಕರ್, ಬಿ. ವಿ. ಸಂಚಾಲಕರಾದ ಮುರಳೀಧರ್, ಜಂಟಿ ಕಾರ್ಯದರ್ಶಿ ಪುರುಷೋತ್ತಮ, ಸಂಘಟನಾ ಕಾರ್ಯದರ್ಶಿ ಜಯರಾಮ್, ವಿಜಯಲಕ್ಷ್ಮಮ್ಮ, ಸದಸ್ಯರಾದ ನಾಗರಾಜ್, ಮಹಿಳಾ ಘಟಕದ ಅಧ್ಯಕ್ಷರಾದ ಶಕುಂತಲಾ, ಗೋವಿಂದರಾಜನಗರ ಮಹಿಳಾ ಅಧ್ಯಕ್ಷೆ ಸವಿತಾ ಎಸ್ ಕುಮಾರ್, ಗೋವಿಂದರಾಜನಗರ ಘಟಕದ ಪ್ರಧಾನ ಕಾರ್ಯದರ್ಶಿ ಆಶ್ವತ್ ನಾರಾಯಣ್, ಕೇಶವ ರಾಜ್, ತಿಮ್ಮಪ್ಪ, ಮತ್ತಿತರರು ಹಾಜರಿದ್ದರು. — [1171, 848, 1499, 997]
article-7-col-2b: ನಟ, ಹಾಗೂ ಸಂಗೀತ ನಿರ್ದೇಶಕ ಸಾಧು ಕೋಕಿಲ ಮಾತನಾಡಿ, "ಸರೋಜಾದೇವಿ ನಮ್ಮ ಸಂಗೀತಗಾರರಿಗೆ ಸಹಾಯ ಮಾಡಿದ್ದರು. ಕೋವಿಡ್ ಸಮಯದಲ್ಲಿ ನಮ್ಮ ಸಂಗೀತಗಾರರಿಗೆ ಧನಸಹಾಯ ಮಾಡಿದ್ದರು" ಎಂದು ಹೇಳಿದರು. — [754, 2061, 931, 2171]
article-5-col-1: ಕೊಪ್ಪಳ: ಕೊಪ್ಪಳ ತಾಲೂಕಿನ ಹಿರೇಸಿಂದೋಗಿಯ ಕರ್ನಾಟಕ ಪಬ್ಲಿಕ್ ಸ್ಕೂಲ್ ಪ್ರೌಢಶಾಲಾ ವಿಭಾಗ ಶನಿವಾರ ಶಾಲಾ ಸಂಸತ್ತು ಚುನಾವಣೆಯನ್ನು ಆಯೋಜಿಸಲಾಗಿತ್ತು. 8,9. ಹಾಗೂ 10ನೇ ತರಗತಿ ವಿದ್ಯಾರ್ಥಿಗಳು ಅಭ್ಯರ್ಥಿಗಳಾಗಿ ಸ್ಪರ್ಧೆ ಮಾಡಿದ್ದರು. ಪ್ರಜಾಪ್ರಭುತ್ವದ ವ್ಯವಸ್ಥೆಯನ್ನು ತಿಳಿಸಿಕೊಡಲು, ಹಾಗೂ ದೇಶದ ಆಡಳಿತ ವ್ಯವಸ್ಥೆಯ ಮಾದರಿಯನ್ನು ಅನುಸರಿಸುವ ಚುನಾವಣೆಯ ಮೂಲಕ ಅಂತ್ಯೆ ಪ್ರಕ್ರಿಯೆಯನ್ನು ಮಾಡಲಾಗುತ್ತದೆ. — [15, 1477, 247, 1635]
article-1-byline: ■ ಬದಲಾವಣೆ ಸುದ್ದಿ — [15, 201, 101, 216]
article-7-banner — [93, 1758, 873, 1905]
article-7-col-3: ಭಾರತೀಯ ಚಿತ್ರರಂಗದ ಎಲ್ಲಾ ಭಾಷೆಯ ಸಿನಿಮಾಗಳಲ್ಲಿ ನಟಿಸಿದ್ದಾರೆ. 160ಕ್ಕೂ ಹೆಚ್ಚು ಸಿನಿಮಾಗಳಲ್ಲಿ ಹೀರೋಯಿನ್ ಆಗಿ ನಟಿಸೋದು ಸಾಮಾನ್ಯ ಮಾತಲ್ಲ. ಅವರ ಜೊತೆ ಸಾಕಷ್ಟು ಸಲ ಮಾತನಾಡಿದ್ದೆ. ಅವರ ಸಾವು ನಮಗೆ ತುಂಬಲಾರದ ನಷ್ಟ" ಎಂದು ನಟ ಪ್ರಕಾಶ್ ರಾಜ್ ಹೇಳಿದರು. — [267, 2153, 746, 2207]
article-6-headline-line-1: ಶೈಕ್ಷಣಿಕ ಸಾಧನೆ ಮಾಡಿದ ಬುಡಕಟ್ಟು ವಿದ್ಯಾರ್ಥಿಗಳಿಗೆ ರಾಷ್ಟ್ರಪತಿಗಳ — [835, 1131, 1441, 1165]
